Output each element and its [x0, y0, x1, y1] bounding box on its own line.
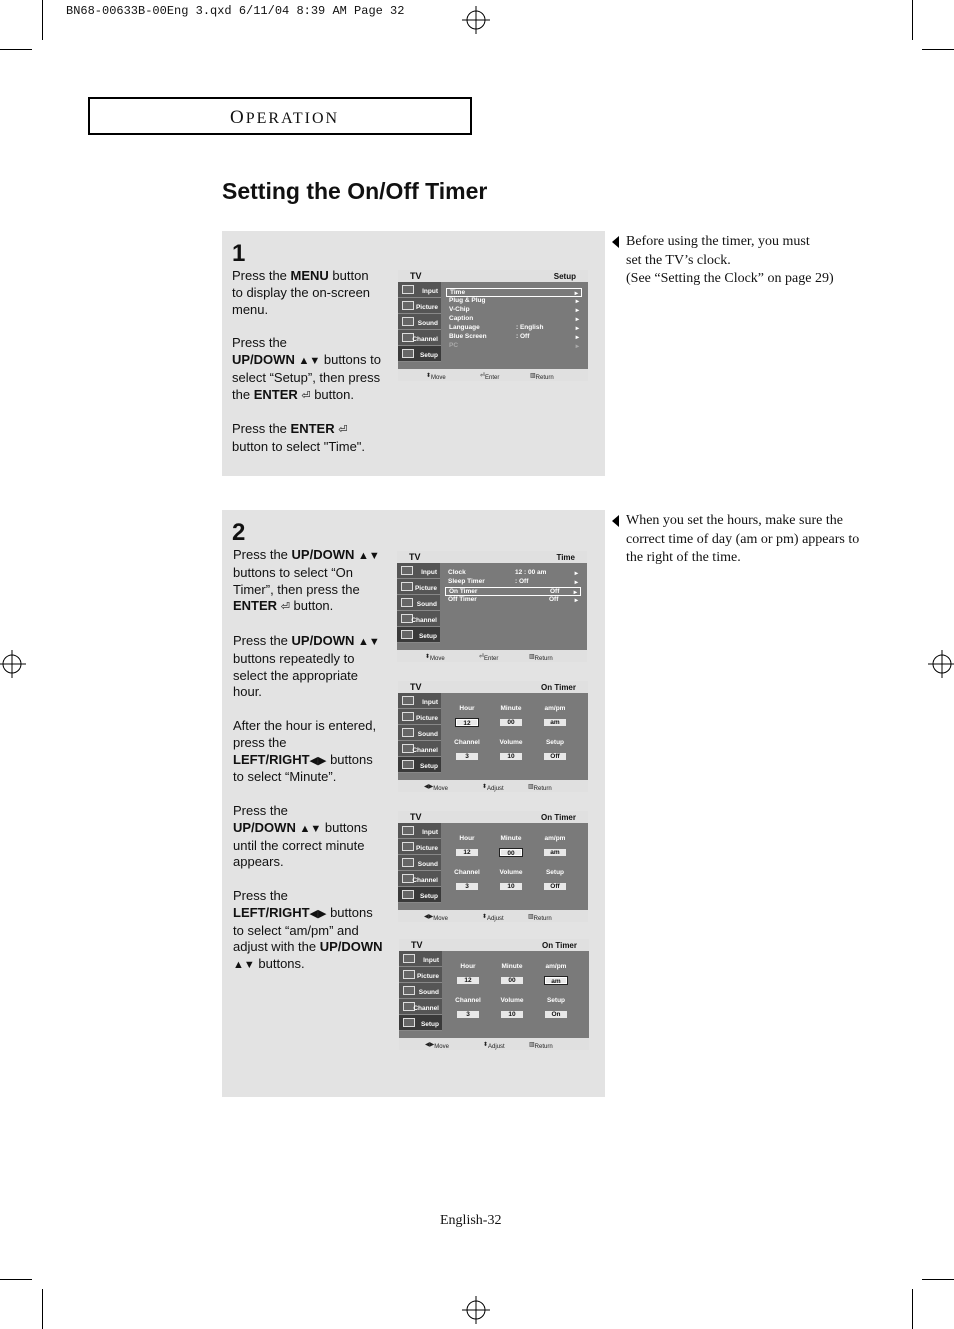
- grid-label: am/pm: [545, 963, 567, 970]
- osd-tv-label: TV: [410, 682, 422, 692]
- osd-tv-label: TV: [411, 940, 423, 950]
- grid-value: 10: [500, 753, 522, 760]
- grid-label: Volume: [500, 997, 524, 1004]
- picture-icon: [402, 842, 414, 851]
- osd-on-timer-screen: [398, 811, 588, 922]
- step-2-para-4: Press the UP/DOWN ▲▼ buttons until the correct minute appears.: [233, 802, 368, 870]
- grid-label: Minute: [500, 835, 522, 842]
- osd-menu-title: On Timer: [541, 813, 576, 822]
- grid-value: Off: [544, 883, 566, 890]
- left-right-icon: ◀▶: [309, 754, 327, 767]
- step-1-number: 1: [232, 240, 246, 267]
- registration-mark-icon: [0, 650, 26, 678]
- grid-value: Off: [544, 753, 566, 760]
- osd-item: Clock 12 : 00 am ▸: [448, 569, 578, 577]
- grid-value: 12: [456, 849, 478, 856]
- grid-label: Minute: [501, 963, 523, 970]
- crop-mark: [922, 1279, 954, 1280]
- step-1-para-3: Press the ENTER ⏎ button to select "Time".: [232, 421, 366, 454]
- grid-label: Minute: [500, 705, 522, 712]
- grid-value: 12: [457, 977, 479, 984]
- crop-mark: [0, 1279, 32, 1280]
- osd-bottom-bar: ◀▶ Move ⬍ Adjust ▥ Return: [399, 1038, 589, 1050]
- grid-label: Setup: [546, 997, 566, 1004]
- section-header: [88, 97, 472, 135]
- page-title: Setting the On/Off Timer: [222, 178, 488, 204]
- grid-value: 00: [501, 977, 523, 984]
- osd-side-picture: Picture: [398, 298, 441, 314]
- grid-label: am/pm: [544, 705, 566, 712]
- grid-value: am: [544, 719, 566, 726]
- grid-value: 10: [501, 1011, 523, 1018]
- up-down-icon: ▲▼: [299, 822, 322, 835]
- up-down-icon: ▲▼: [233, 959, 255, 972]
- grid-value: 3: [456, 883, 478, 890]
- step-2-para-5: Press the LEFT/RIGHT◀▶ buttons to select “am/pm” and adjust with the UP/DOWN ▲▼ buttons.: [233, 887, 383, 972]
- grid-label: Setup: [545, 739, 565, 746]
- input-icon: [401, 566, 413, 575]
- osd-item: Caption ▸: [449, 315, 579, 323]
- input-icon: [402, 285, 414, 294]
- step-1-para-1: Press the MENU button to display the on-screen menu.: [232, 268, 371, 317]
- osd-menu-title: On Timer: [542, 941, 577, 950]
- osd-item: Sleep Timer : Off ▸: [448, 578, 578, 586]
- sound-icon: [403, 986, 415, 995]
- osd-sidebar: Input Picture Sound Channel Setup: [399, 951, 442, 1031]
- grid-label: Channel: [454, 869, 480, 876]
- osd-side-sound: Sound: [398, 314, 441, 330]
- step-2-number: 2: [232, 519, 246, 546]
- step-2-para-2: Press the UP/DOWN ▲▼ buttons repeatedly to select the appropriate hour.: [233, 632, 380, 700]
- step-1-instructions: [232, 268, 382, 473]
- osd-tv-label: TV: [410, 271, 422, 281]
- grid-value: 00: [500, 719, 522, 726]
- input-icon: [403, 954, 415, 963]
- osd-on-timer-screen: [398, 681, 588, 792]
- file-header: BN68-00633B-00Eng 3.qxd 6/11/04 8:39 AM Page 32: [66, 4, 405, 18]
- osd-item: PC ▸: [449, 342, 579, 350]
- osd-side-channel: Channel: [398, 330, 441, 346]
- osd-menu-title: Setup: [553, 272, 576, 281]
- grid-value: am: [545, 977, 567, 984]
- grid-label: Hour: [460, 963, 476, 970]
- picture-icon: [402, 301, 414, 310]
- osd-time-menu: [397, 551, 587, 662]
- sound-icon: [402, 858, 414, 867]
- osd-tv-label: TV: [409, 552, 421, 562]
- osd-bottom-bar: ⬍ Move ⏎ Enter ▥ Return: [398, 369, 588, 381]
- input-icon: [402, 826, 414, 835]
- grid-label: Volume: [499, 869, 523, 876]
- left-right-icon: ◀▶: [309, 907, 327, 920]
- osd-menu-title: Time: [556, 553, 575, 562]
- osd-item: On Timer Off ▸: [445, 587, 581, 596]
- step-1-para-2: Press the UP/DOWN ▲▼ buttons to select “Setup”, then press the ENTER ⏎ button.: [232, 335, 381, 402]
- setup-icon: [401, 630, 413, 639]
- up-down-icon: ▲▼: [358, 635, 380, 648]
- osd-sidebar: Input Picture Sound Channel Setup: [397, 563, 440, 643]
- osd-item: Plug & Plug ▸: [449, 297, 579, 305]
- section-initial: O: [230, 107, 246, 128]
- enter-icon: ⏎: [280, 601, 290, 614]
- setup-icon: [403, 1018, 415, 1027]
- sound-icon: [402, 728, 414, 737]
- grid-value: 00: [500, 849, 522, 856]
- up-down-icon: ▲▼: [358, 550, 380, 562]
- osd-item: Language : English ▸: [449, 324, 579, 332]
- osd-item: Off Timer Off ▸: [448, 596, 578, 604]
- up-down-icon: ▲▼: [298, 354, 321, 367]
- grid-label: am/pm: [544, 835, 566, 842]
- sound-icon: [402, 317, 414, 326]
- setup-icon: [402, 349, 414, 358]
- grid-label: Setup: [545, 869, 565, 876]
- osd-menu-title: On Timer: [541, 683, 576, 692]
- osd-bottom-bar: ⬍ Move ⏎ Enter ▥ Return: [397, 650, 587, 662]
- osd-bottom-bar: ◀▶ Move ⬍ Adjust ▥ Return: [398, 780, 588, 792]
- grid-value: am: [544, 849, 566, 856]
- grid-label: Channel: [454, 739, 480, 746]
- setup-icon: [402, 760, 414, 769]
- osd-sidebar: [398, 282, 441, 362]
- osd-item: V-Chip ▸: [449, 306, 579, 314]
- note-2: When you set the hours, make sure the correct time of day (am or pm) appears to the right of the time.: [612, 512, 862, 568]
- grid-value: 3: [456, 753, 478, 760]
- sound-icon: [401, 598, 413, 607]
- osd-menu-list: [445, 569, 581, 605]
- picture-icon: [401, 582, 413, 591]
- grid-label: Volume: [499, 739, 523, 746]
- osd-side-input: Input: [398, 282, 441, 298]
- grid-value: 3: [457, 1011, 479, 1018]
- grid-value: 10: [500, 883, 522, 890]
- osd-side-setup: Setup: [398, 346, 441, 362]
- setup-icon: [402, 890, 414, 899]
- crop-mark: [922, 49, 954, 50]
- note-1: Before using the timer, you must set the TV’s clock. (See “Setting the Clock” on page 29): [612, 233, 862, 289]
- osd-menu-list: [446, 288, 582, 351]
- page-footer: English-32: [440, 1213, 502, 1228]
- osd-item: Time ▸: [446, 288, 582, 297]
- input-icon: [402, 696, 414, 705]
- osd-sidebar: Input Picture Sound Channel Setup: [398, 693, 441, 773]
- step-2-para-3: After the hour is entered, press the LEFT/RIGHT◀▶ buttons to select “Minute”.: [233, 717, 377, 785]
- osd-tv-label: TV: [410, 812, 422, 822]
- step-2-instructions: [233, 547, 385, 991]
- grid-label: Channel: [455, 997, 481, 1004]
- crop-mark: [0, 49, 32, 50]
- picture-icon: [402, 712, 414, 721]
- grid-value: On: [545, 1011, 567, 1018]
- picture-icon: [403, 970, 415, 979]
- step-2-para-1: Press the UP/DOWN ▲▼ buttons to select “On Timer”, then press the ENTER ⏎ button.: [233, 547, 380, 614]
- crop-mark: [912, 1289, 913, 1329]
- osd-setup-menu: [398, 270, 588, 381]
- grid-value: 12: [456, 719, 478, 726]
- registration-mark-icon: [928, 650, 954, 678]
- grid-label: Hour: [459, 835, 475, 842]
- crop-mark: [42, 1289, 43, 1329]
- section-rest: PERATION: [245, 110, 340, 127]
- osd-bottom-bar: ◀▶ Move ⬍ Adjust ▥ Return: [398, 910, 588, 922]
- osd-sidebar: Input Picture Sound Channel Setup: [398, 823, 441, 903]
- registration-mark-icon: [462, 1296, 490, 1324]
- enter-icon: ⏎: [338, 424, 348, 437]
- enter-icon: ⏎: [301, 389, 311, 402]
- osd-item: Blue Screen : Off ▸: [449, 333, 579, 341]
- osd-on-timer-screen: [399, 939, 589, 1050]
- grid-label: Hour: [459, 705, 475, 712]
